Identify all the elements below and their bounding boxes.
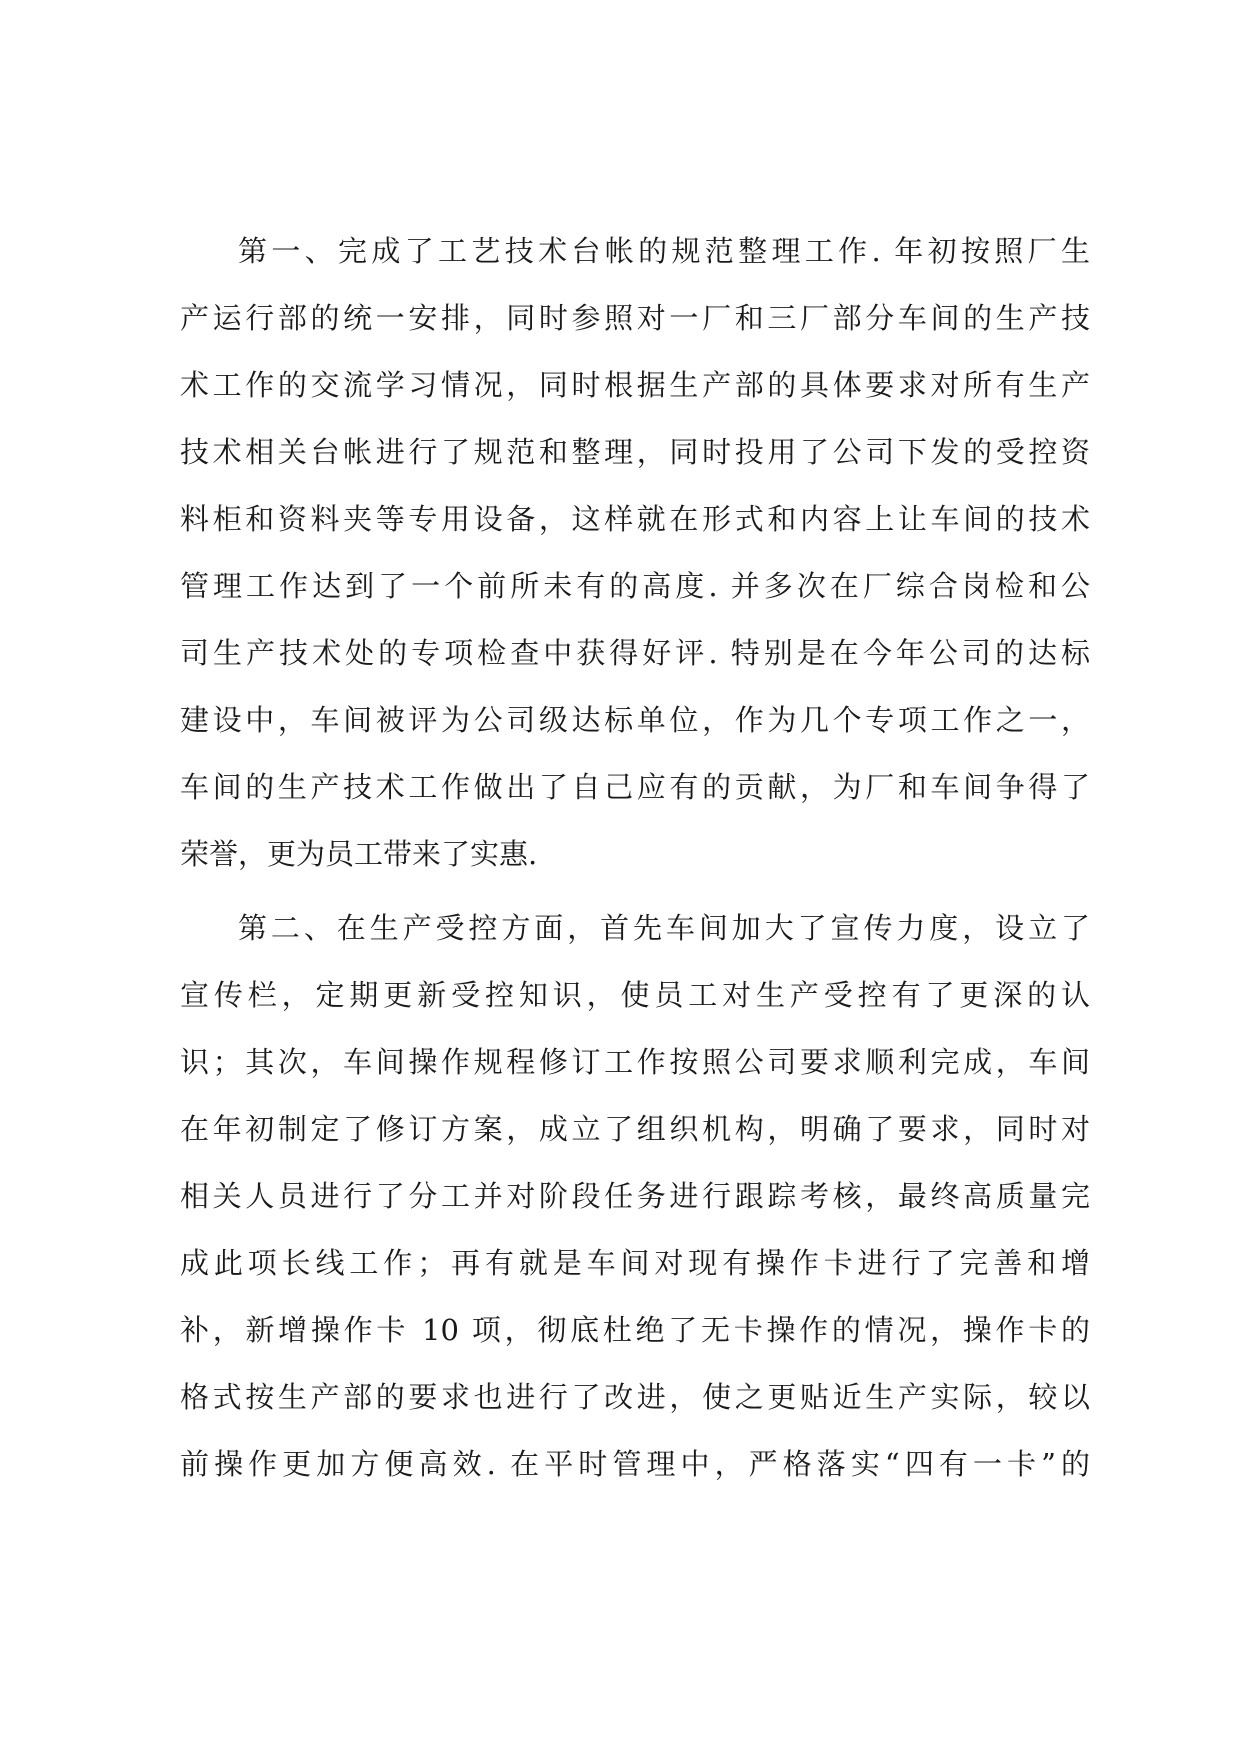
paragraph-line: 技术相关台帐进行了规范和整理，同时投用了公司下发的受控资 <box>180 435 1090 469</box>
paragraph-line: 管理工作达到了一个前所未有的高度. 并多次在厂综合岗检和公 <box>180 569 1090 603</box>
paragraph-line: 宣传栏，定期更新受控知识，使员工对生产受控有了更深的认 <box>180 978 1090 1012</box>
paragraph-line: 相关人员进行了分工并对阶段任务进行跟踪考核，最终高质量完 <box>180 1179 1090 1213</box>
paragraph-line: 第二、在生产受控方面，首先车间加大了宣传力度，设立了 <box>238 911 1090 945</box>
paragraph-line: 格式按生产部的要求也进行了改进，使之更贴近生产实际，较以 <box>180 1380 1090 1414</box>
paragraph-2 <box>180 895 1090 1498</box>
paragraph-line: 在年初制定了修订方案，成立了组织机构，明确了要求，同时对 <box>180 1112 1090 1146</box>
paragraph-line: 补，新增操作卡 10 项，彻底杜绝了无卡操作的情况，操作卡的 <box>180 1313 1090 1347</box>
paragraph-line: 第一、完成了工艺技术台帐的规范整理工作. 年初按照厂生 <box>238 234 1090 268</box>
paragraph-1 <box>180 218 1090 888</box>
paragraph-line: 产运行部的统一安排，同时参照对一厂和三厂部分车间的生产技 <box>180 301 1090 335</box>
paragraph-line: 成此项长线工作；再有就是车间对现有操作卡进行了完善和增 <box>180 1246 1090 1280</box>
paragraph-line: 车间的生产技术工作做出了自己应有的贡献，为厂和车间争得了 <box>180 770 1090 804</box>
paragraph-line: 司生产技术处的专项检查中获得好评. 特别是在今年公司的达标 <box>180 636 1090 670</box>
paragraph-line: 建设中，车间被评为公司级达标单位，作为几个专项工作之一， <box>180 703 1090 737</box>
paragraph-line: 术工作的交流学习情况，同时根据生产部的具体要求对所有生产 <box>180 368 1090 402</box>
paragraph-line: 料柜和资料夹等专用设备，这样就在形式和内容上让车间的技术 <box>180 502 1090 536</box>
paragraph-line: 识；其次，车间操作规程修订工作按照公司要求顺利完成，车间 <box>180 1045 1090 1079</box>
paragraph-line: 荣誉，更为员工带来了实惠. <box>180 837 538 871</box>
paragraph-line: 前操作更加方便高效. 在平时管理中，严格落实“四有一卡”的 <box>180 1447 1090 1481</box>
